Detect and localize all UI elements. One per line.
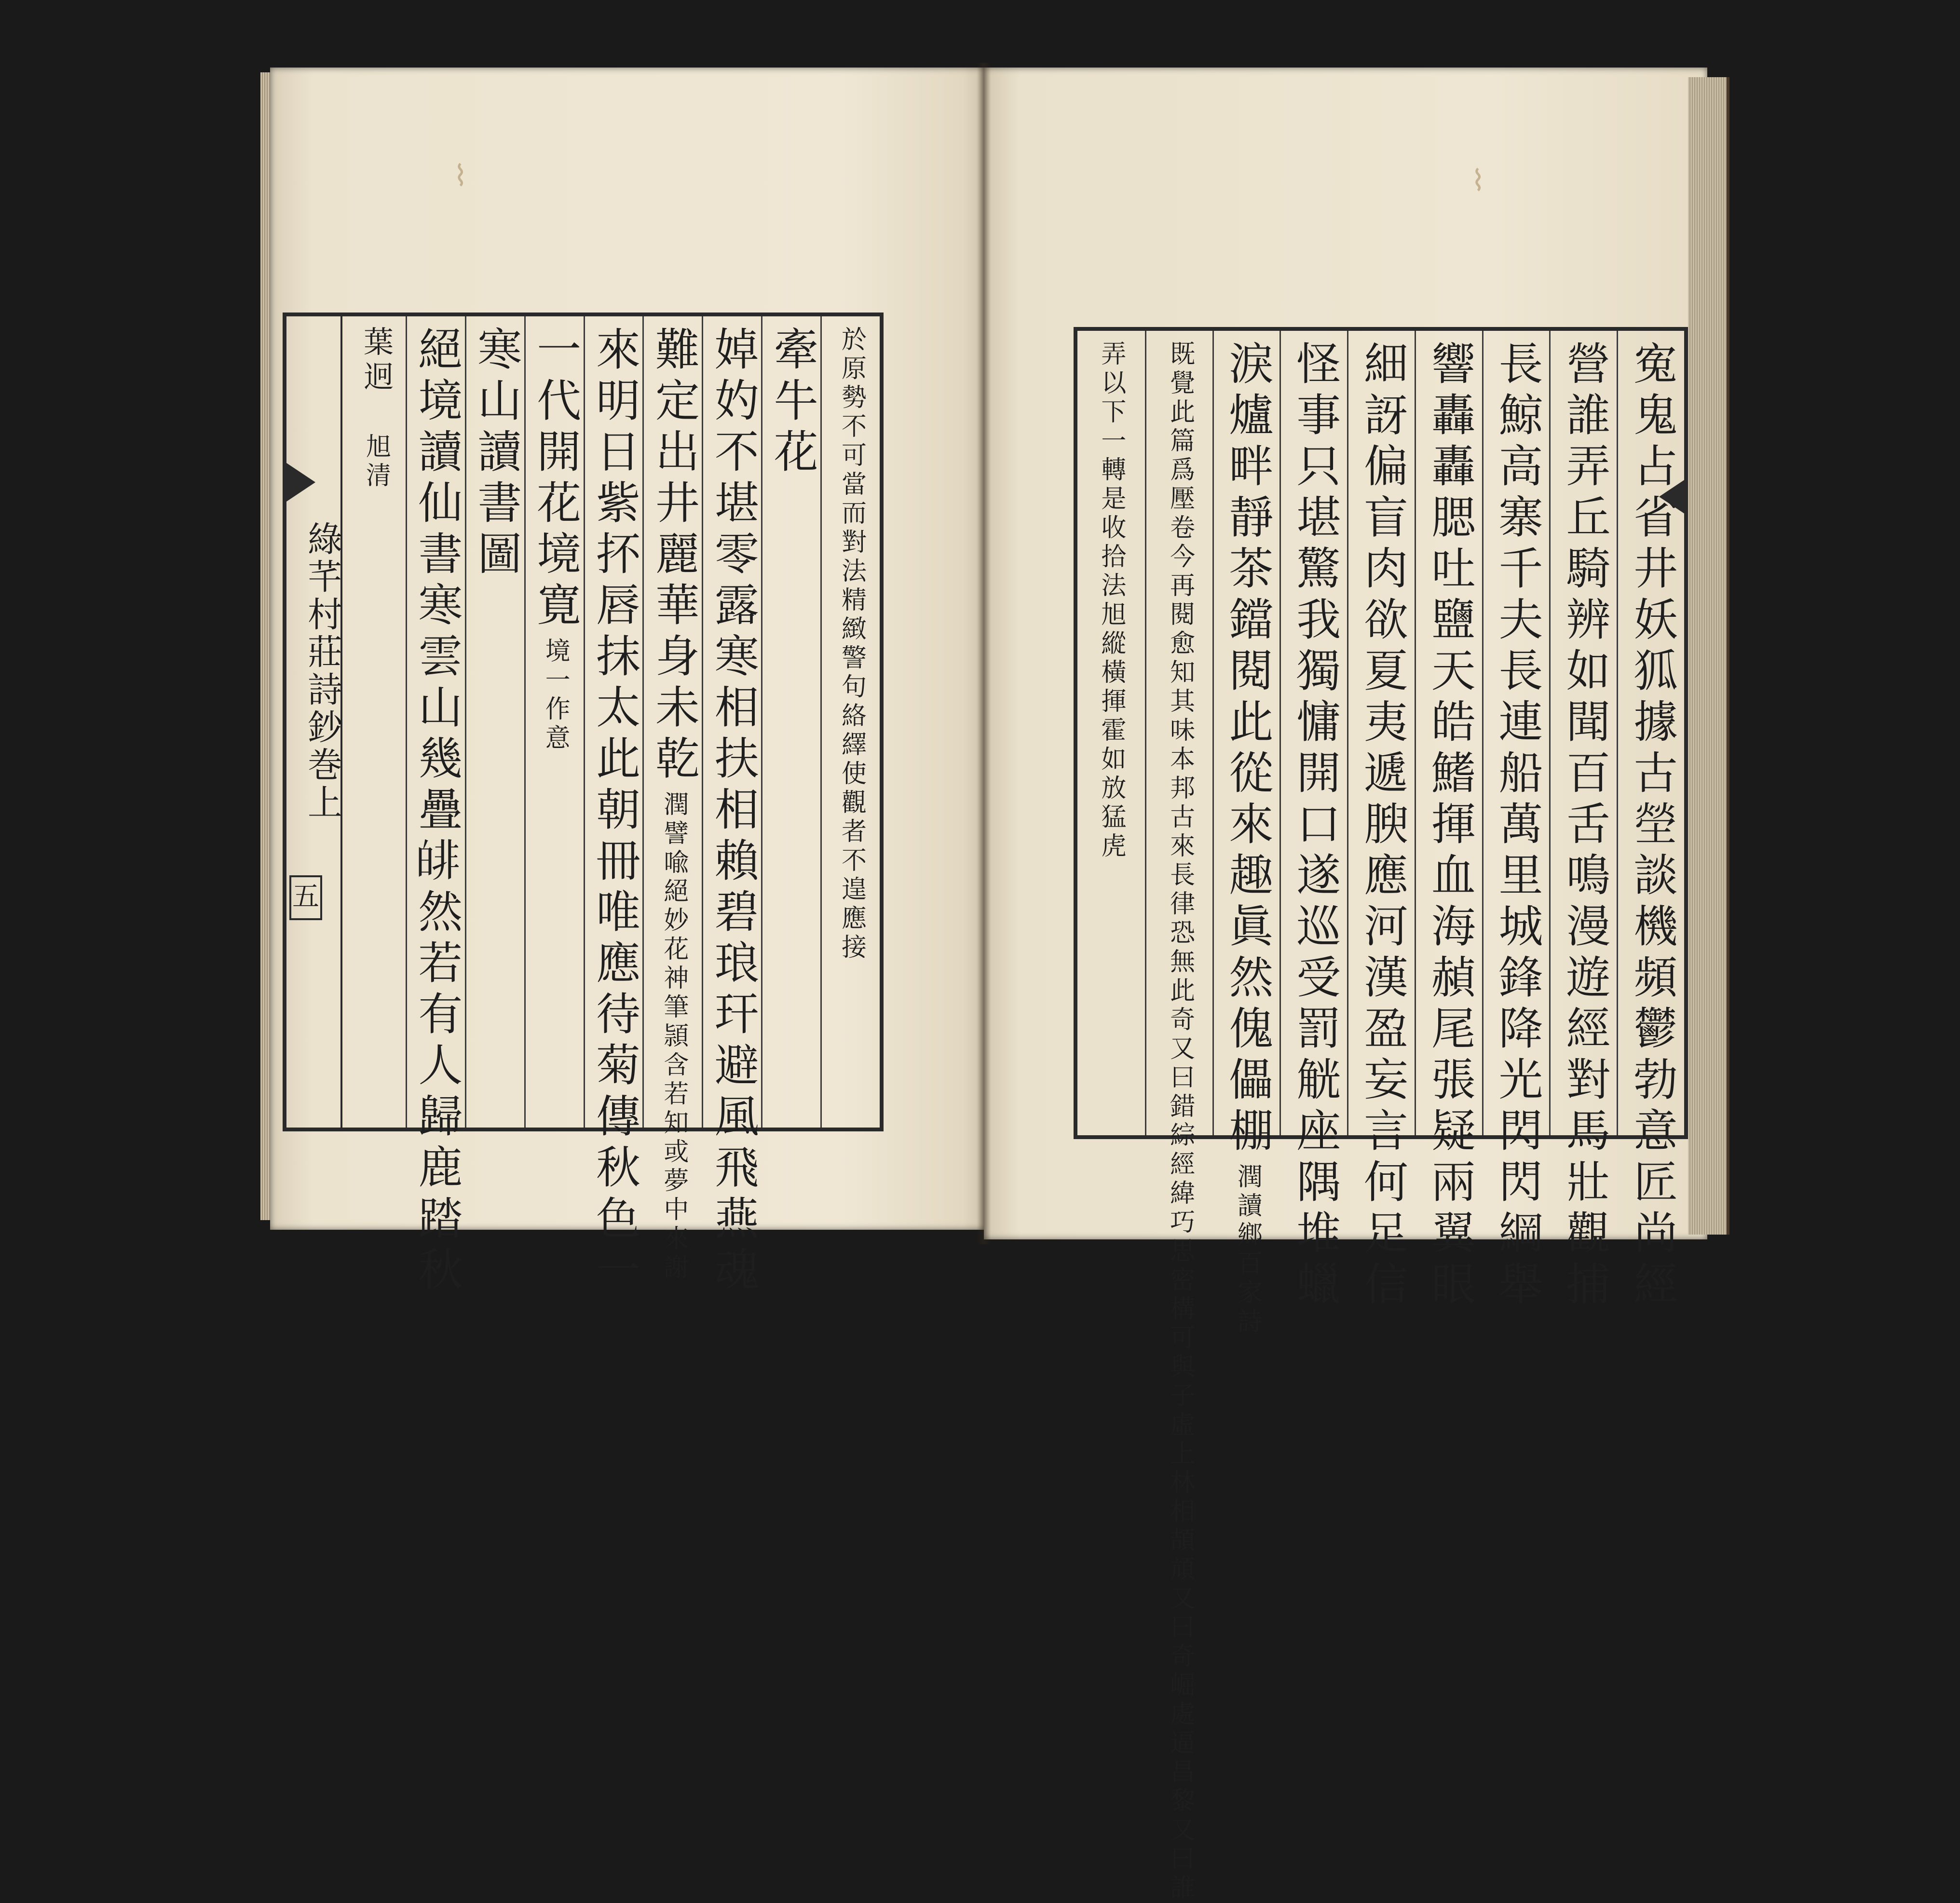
book-gutter [977,63,991,1244]
left-text-frame [283,313,884,1297]
text-column [406,316,465,1297]
column-main-text: 營誰弄丘騎辨如聞百舌鳴漫遊經對馬壯觀捕 [1559,340,1611,1312]
column-main-text: 細訝偏盲肉欲夏夷遞腴應河漢盈妄言何足信 [1356,340,1408,1312]
text-column [702,316,761,1297]
text-column [1549,331,1617,1312]
column-main-text: 難定出井麗華身未乾 [648,326,700,786]
column-main-text: 怪事只堪驚我獨慵開口遂巡受罰觥座隅堆蠟 [1289,340,1341,1312]
page-number: 五 [289,875,322,920]
text-column [346,316,406,1128]
text-column [1617,331,1684,1312]
text-column [465,316,524,1128]
text-column [1279,331,1347,1312]
text-column [1347,331,1415,1312]
text-column [761,316,820,1128]
text-column [524,316,584,1128]
column-main-text: 長鯨高寨千夫長連船萬里城鋒降光閃閃綱舉 [1491,340,1543,1312]
column-main-text: 淚爐畔靜茶鐺閱此從來趣眞然傀儡棚 [1222,340,1274,1158]
text-column [820,316,880,1128]
column-annotation: 潤譬喩絕妙花神筆頴含若知或夢中來謝 [659,791,688,1283]
text-column [1077,331,1145,1135]
column-annotation: 弄以下一轉是收拾法旭縱橫揮霍如放猛虎 [1096,340,1126,861]
column-main-text: 婥妁不堪零露寒相扶相賴碧琅玕避風飛燕魂 [707,326,759,1297]
text-column [584,316,643,1297]
column-annotation: 境一作意 [541,638,570,753]
column-main-text: 寒山讀書圖 [470,326,522,582]
column-main-text: 來明日紫抔唇抹太此朝冊唯應待菊傳秋色一 [588,326,640,1297]
fishtail-mark [286,463,315,502]
text-column [1212,331,1280,1337]
wormhole-mark: ⌇ [1471,164,1485,198]
column-annotation: 既覺此篇爲壓卷今再閱愈知其味本邦古來長律恐無此奇又曰錯綜經緯巧思密構可與子虛上林相頡頏又曰奇崛處逼昌黎又曰誰 [1165,340,1195,1903]
text-column [1145,331,1212,1903]
column-main-text: 響轟轟腮吐鹽天皓鰭揮血海赬尾張疑兩翼眼 [1424,340,1476,1312]
column-annotation: 於原勢不可當而對法精緻警句絡繹使觀者不遑應接 [837,326,866,963]
text-column [1415,331,1482,1312]
right-text-frame [1074,327,1688,1903]
column-annotation: 旭清 [361,433,391,491]
centerfold-title: 綠芊村莊詩鈔巻上 [302,521,342,822]
column-annotation: 潤讀鄉百家詩 [1233,1163,1262,1337]
column-main-text: 牽牛花 [766,326,818,479]
text-column [1482,331,1550,1312]
column-main-text: 一代開花境寛 [530,326,582,633]
right-page-edge [1688,77,1729,1235]
column-main-text: 葉迥 [358,326,394,395]
column-main-text: 絕境讀仙書寒雲山幾疊𤾅然若有人歸鹿踏秋 [411,326,463,1297]
fishtail-mark [1659,477,1688,516]
wormhole-mark: ⌇ [453,159,468,193]
text-column [642,316,702,1283]
column-main-text: 寃鬼占省井妖狐據古塋談機頻鬱勃意匠尚經 [1626,340,1678,1312]
